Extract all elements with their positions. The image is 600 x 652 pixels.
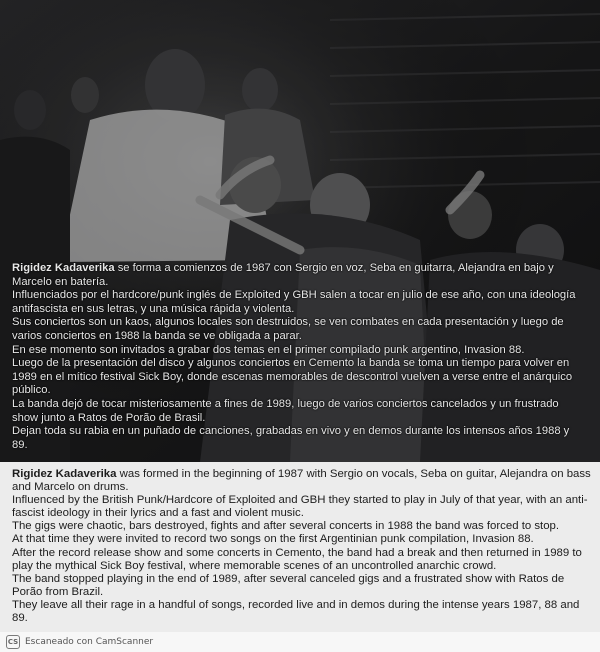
spanish-line: Luego de la presentación del disco y algunos conciertos en Cemento la banda se toma un tiempo para volver en 1989 en el mítico festival Sick Boy, donde escenas memorables de descontrol vuelven a verse entre el anárquico público.	[12, 357, 573, 397]
english-line: They leave all their rage in a handful of songs, recorded live and in demos during the intense years 1987, 88 and 89.	[12, 598, 580, 625]
english-line: After the record release show and some concerts in Cemento, the band had a break and then returned in 1989 to play the mythical Sick Boy festival, where memorable scenes of an uncontrolled anarchic crowd.	[12, 546, 582, 572]
spanish-intro	[12, 262, 587, 289]
scanner-label: Escaneado con CamScanner	[25, 637, 154, 647]
spanish-line: En ese momento son invitados a grabar dos temas en el primer compilado punk argentino, Invasion 88.	[12, 343, 525, 356]
english-line: The band stopped playing in the end of 1989, after several canceled gigs and a frustrated show with Ratos de Porão from Brazil.	[12, 572, 565, 598]
camscanner-logo-icon: CS	[6, 635, 20, 649]
spanish-line: La banda dejó de tocar misteriosamente a fines de 1989, luego de varios conciertos cancelados y un frustrado show junto a Ratos de Porão de Brasil.	[12, 397, 559, 424]
spanish-text-block	[12, 262, 587, 452]
english-text-panel	[0, 462, 600, 632]
spanish-line: Influenciados por el hardcore/punk inglés de Exploited y GBH salen a tocar en julio de ese año, con una ideología antifascista en sus letras, y una música rápida y violenta.	[12, 289, 576, 315]
english-line: At that time they were invited to record two songs on the first Argentinian punk compilation, Invasion 88.	[12, 533, 534, 546]
scanner-watermark	[0, 632, 600, 652]
english-intro-rest: was formed in the beginning of 1987 with Sergio on vocals, Seba on guitar, Alejandra on bass and Marcelo on drums.	[12, 468, 591, 494]
spanish-line: Dejan toda su rabia en un puñado de canciones, grabadas en vivo y en demos durante los intensos años 1988 y 89.	[12, 425, 570, 451]
english-line: The gigs were chaotic, bars destroyed, fights and after several concerts in 1988 the band was forced to stop.	[12, 520, 560, 533]
english-line: Influenced by the British Punk/Hardcore of Exploited and GBH they started to play in July of that year, with an anti-fascist ideology in their lyrics and a fast and violent music.	[12, 494, 588, 520]
spanish-intro-rest: se forma a comienzos de 1987 con Sergio en voz, Seba en guitarra, Alejandra en bajo y Marcelo en batería.	[12, 262, 554, 288]
english-text-block	[12, 468, 592, 625]
english-intro	[12, 468, 592, 494]
band-name-es: Rigidez Kadaverika	[12, 262, 115, 274]
band-name-en: Rigidez Kadaverika	[12, 468, 117, 480]
spanish-line: Sus conciertos son un kaos, algunos locales son destruidos, se ven combates en cada presentación y luego de varios conciertos en 1988 la banda se ve obligada a parar.	[12, 316, 564, 342]
